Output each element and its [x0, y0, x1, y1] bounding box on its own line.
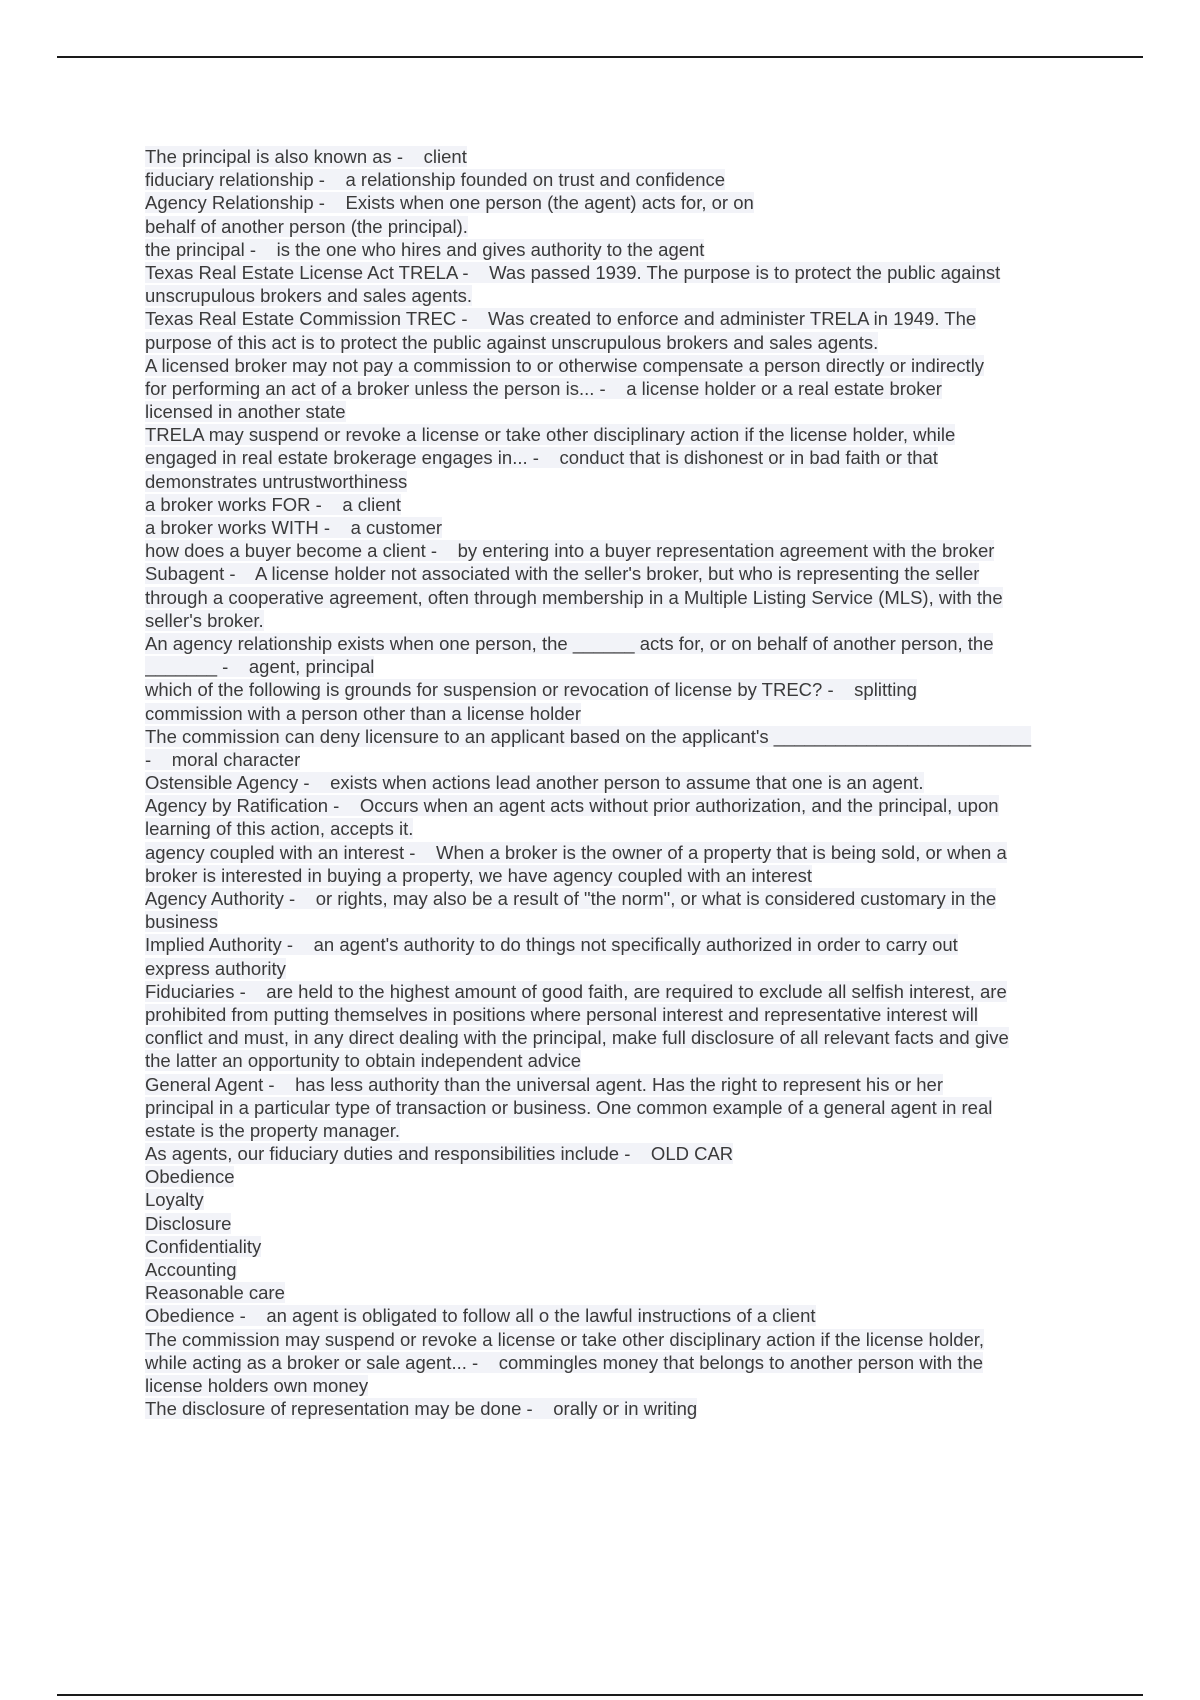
text-line: A licensed broker may not pay a commission to or otherwise compensate a person directly or indirectly	[145, 354, 985, 376]
text-line: prohibited from putting themselves in positions where personal interest and representative interest will	[145, 1003, 978, 1025]
text-line: while acting as a broker or sale agent... - commingles money that belongs to another person with the	[145, 1351, 984, 1373]
text-line: Agency Authority - or rights, may also be a result of "the norm", or what is considered customary in the	[145, 888, 997, 909]
text-line: the principal - is the one who hires and gives authority to the agent	[145, 238, 705, 260]
text-line: Fiduciaries - are held to the highest amount of good faith, are required to exclude all selfish interest, are	[145, 980, 1007, 1002]
text-line: purpose of this act is to protect the public against unscrupulous brokers and sales agents.	[145, 331, 879, 353]
text-line: unscrupulous brokers and sales agents.	[145, 285, 473, 307]
text-line: - moral character	[145, 748, 301, 770]
text-line: _______ - agent, principal	[145, 656, 375, 678]
text-line: through a cooperative agreement, often through membership in a Multiple Listing Service (MLS), with the	[145, 586, 1003, 608]
text-line: General Agent - has less authority than the universal agent. Has the right to represent his or her	[145, 1073, 944, 1095]
text-line: licensed in another state	[145, 401, 346, 423]
text-line: for performing an act of a broker unless the person is... - a license holder or a real estate broker	[145, 377, 942, 399]
text-line: express authority	[145, 957, 286, 979]
text-line: Agency by Ratification - Occurs when an agent acts without prior authorization, and the principal, upon	[145, 795, 999, 817]
text-line: Disclosure	[145, 1212, 232, 1234]
text-line: The commission may suspend or revoke a license or take other disciplinary action if the license holder,	[145, 1328, 985, 1350]
text-line: demonstrates untrustworthiness	[145, 470, 408, 492]
text-line: An agency relationship exists when one person, the ______ acts for, or on behalf of another person, the	[145, 632, 994, 654]
text-line: Reasonable care	[145, 1282, 285, 1304]
document-body	[145, 145, 1090, 1420]
text-line: estate is the property manager.	[145, 1119, 401, 1141]
text-line: TRELA may suspend or revoke a license or take other disciplinary action if the license holder, while	[145, 424, 956, 446]
text-line: Obedience	[145, 1166, 235, 1188]
text-line: business	[145, 911, 219, 933]
text-line: broker is interested in buying a property, we have agency coupled with an interest	[145, 864, 813, 886]
text-line: The disclosure of representation may be done - orally or in writing	[145, 1398, 698, 1420]
text-line: learning of this action, accepts it.	[145, 818, 414, 840]
footer-rule	[57, 1694, 1143, 1696]
text-line: conflict and must, in any direct dealing with the principal, make full disclosure of all relevant facts and give	[145, 1027, 1009, 1049]
text-line: a broker works WITH - a customer	[145, 517, 443, 538]
text-line: principal in a particular type of transaction or business. One common example of a general agent in real	[145, 1096, 993, 1118]
text-line: Accounting	[145, 1259, 237, 1280]
text-line: agency coupled with an interest - When a broker is the owner of a property that is being sold, or when a	[145, 841, 1007, 863]
text-line: As agents, our fiduciary duties and responsibilities include - OLD CAR	[145, 1143, 734, 1165]
text-line: seller's broker.	[145, 609, 264, 631]
text-line: The principal is also known as - client	[145, 146, 467, 167]
text-line: Confidentiality	[145, 1235, 262, 1257]
text-line: a broker works FOR - a client	[145, 493, 401, 515]
text-line: Texas Real Estate Commission TREC - Was created to enforce and administer TRELA in 1949. The	[145, 308, 977, 330]
text-line: commission with a person other than a license holder	[145, 702, 582, 724]
text-line: Loyalty	[145, 1189, 204, 1211]
text-line: Ostensible Agency - exists when actions lead another person to assume that one is an agent.	[145, 772, 924, 794]
text-line: Subagent - A license holder not associated with the seller's broker, but who is representing the seller	[145, 563, 980, 585]
text-line: behalf of another person (the principal).	[145, 215, 468, 237]
text-line: The commission can deny licensure to an applicant based on the applicant's _________________________	[145, 725, 1032, 747]
text-line: Texas Real Estate License Act TRELA - Was passed 1939. The purpose is to protect the public against	[145, 261, 1001, 283]
text-line: which of the following is grounds for suspension or revocation of license by TREC? - splitting	[145, 679, 917, 701]
text-line: Obedience - an agent is obligated to follow all o the lawful instructions of a client	[145, 1305, 816, 1327]
text-line: license holders own money	[145, 1374, 369, 1396]
header-rule	[57, 56, 1143, 58]
text-line: how does a buyer become a client - by entering into a buyer representation agreement with the broker	[145, 540, 995, 562]
text-line: Implied Authority - an agent's authority to do things not specifically authorized in order to carry out	[145, 934, 958, 956]
text-line: fiduciary relationship - a relationship founded on trust and confidence	[145, 169, 726, 191]
text-line: Agency Relationship - Exists when one person (the agent) acts for, or on	[145, 192, 754, 214]
text-line: the latter an opportunity to obtain independent advice	[145, 1050, 582, 1072]
text-line: engaged in real estate brokerage engages in... - conduct that is dishonest or in bad faith or that	[145, 447, 938, 469]
